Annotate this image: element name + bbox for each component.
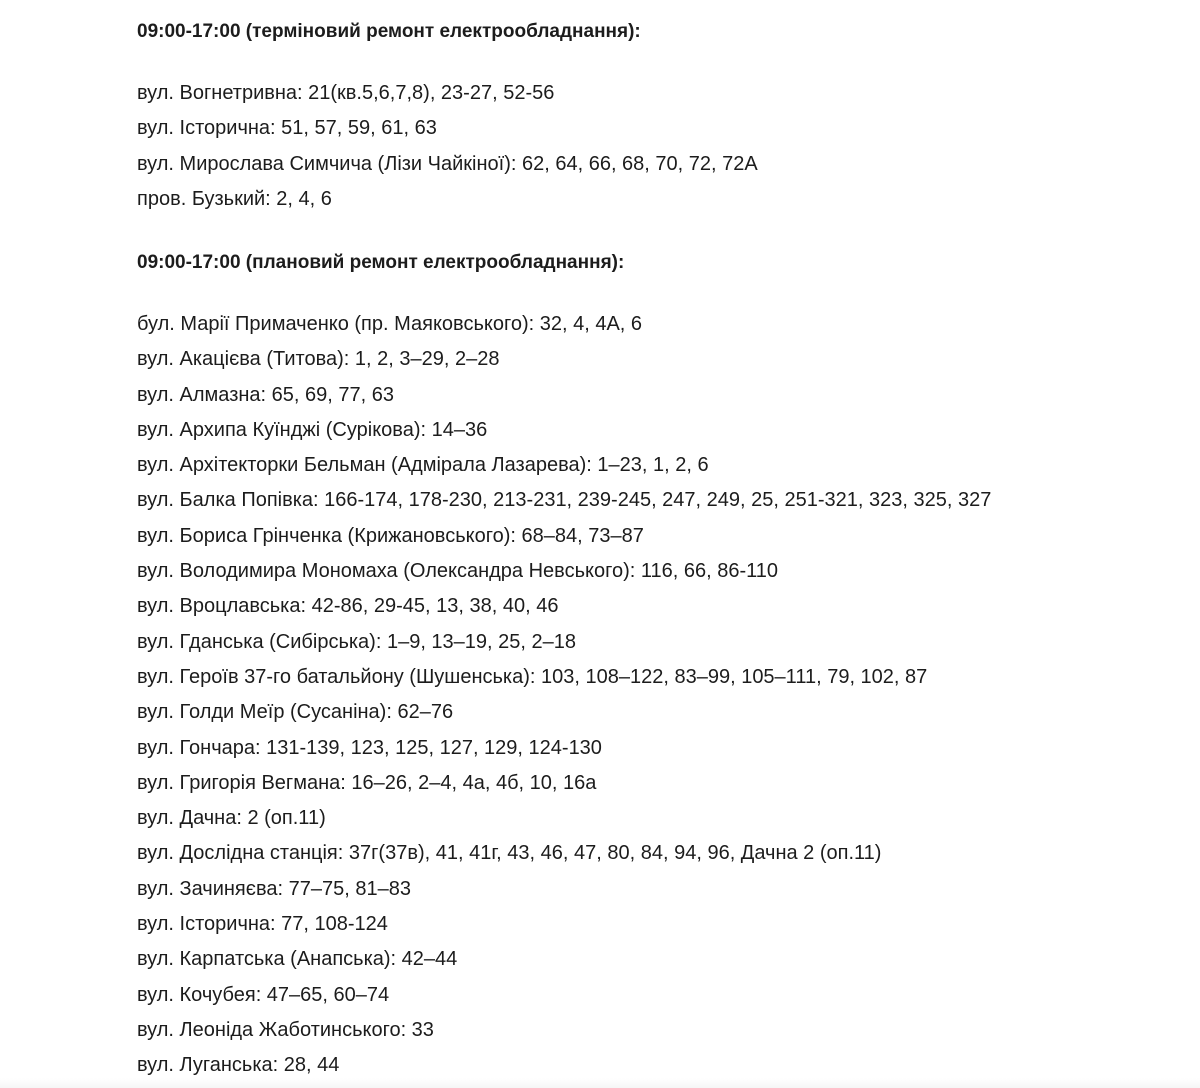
address-item: вул. Історична: 51, 57, 59, 61, 63	[137, 117, 437, 140]
address-item: вул. Бориса Грінченка (Крижановського): 68–84, 73–87	[137, 524, 644, 547]
address-item: вул. Гончара: 131-139, 123, 125, 127, 129, 124-130	[137, 736, 602, 759]
address-item: вул. Мирослава Симчича (Лізи Чайкіної): 62, 64, 66, 68, 70, 72, 72А	[137, 152, 758, 175]
address-item: вул. Героїв 37-го батальйону (Шушенська): 103, 108–122, 83–99, 105–111, 79, 102, 87	[137, 665, 928, 688]
address-item: пров. Бузький: 2, 4, 6	[137, 187, 332, 210]
planned-repair-address-list	[137, 307, 991, 1084]
address-item: вул. Вогнетривна: 21(кв.5,6,7,8), 23-27, 52-56	[137, 82, 555, 104]
address-item: вул. Алмазна: 65, 69, 77, 63	[137, 383, 394, 406]
address-item: бул. Марії Примаченко (пр. Маяковського): 32, 4, 4А, 6	[137, 313, 643, 335]
address-item: вул. Архипа Куїнджі (Сурікова): 14–36	[137, 418, 488, 441]
address-item: вул. Григорія Вегмана: 16–26, 2–4, 4а, 4б, 10, 16а	[137, 771, 597, 794]
address-item: вул. Леоніда Жаботинського: 33	[137, 1018, 434, 1041]
address-item: вул. Луганська: 28, 44	[137, 1054, 340, 1077]
section-heading-urgent-repair: 09:00-17:00 (терміновий ремонт електрообладнання):	[137, 21, 641, 42]
address-item: вул. Володимира Мономаха (Олександра Невського): 116, 66, 86-110	[137, 560, 778, 583]
address-item: вул. Балка Попівка: 166-174, 178-230, 213-231, 239-245, 247, 249, 25, 251-321, 323, 325, 327	[137, 489, 992, 512]
address-item: вул. Дачна: 2 (оп.11)	[137, 807, 326, 830]
address-item: вул. Історична: 77, 108-124	[137, 913, 388, 936]
address-item: вул. Архітекторки Бельман (Адмірала Лазарева): 1–23, 1, 2, 6	[137, 454, 709, 477]
urgent-repair-address-list	[137, 76, 758, 217]
address-item: вул. Голди Меїр (Сусаніна): 62–76	[137, 701, 454, 724]
address-item: вул. Кочубея: 47–65, 60–74	[137, 983, 390, 1006]
address-item: вул. Вроцлавська: 42-86, 29-45, 13, 38, 40, 46	[137, 595, 559, 618]
address-item: вул. Дослідна станція: 37г(37в), 41, 41г, 43, 46, 47, 80, 84, 94, 96, Дачна 2 (оп.11)	[137, 842, 882, 865]
address-item: вул. Акацієва (Титова): 1, 2, 3–29, 2–28	[137, 348, 500, 371]
address-item: вул. Гданська (Сибірська): 1–9, 13–19, 25, 2–18	[137, 630, 577, 653]
section-heading-planned-repair: 09:00-17:00 (плановий ремонт електрообладнання):	[137, 252, 625, 273]
address-item: вул. Карпатська (Анапська): 42–44	[137, 948, 458, 971]
bottom-edge-shade	[0, 1078, 1200, 1088]
address-item: вул. Зачиняєва: 77–75, 81–83	[137, 877, 411, 900]
